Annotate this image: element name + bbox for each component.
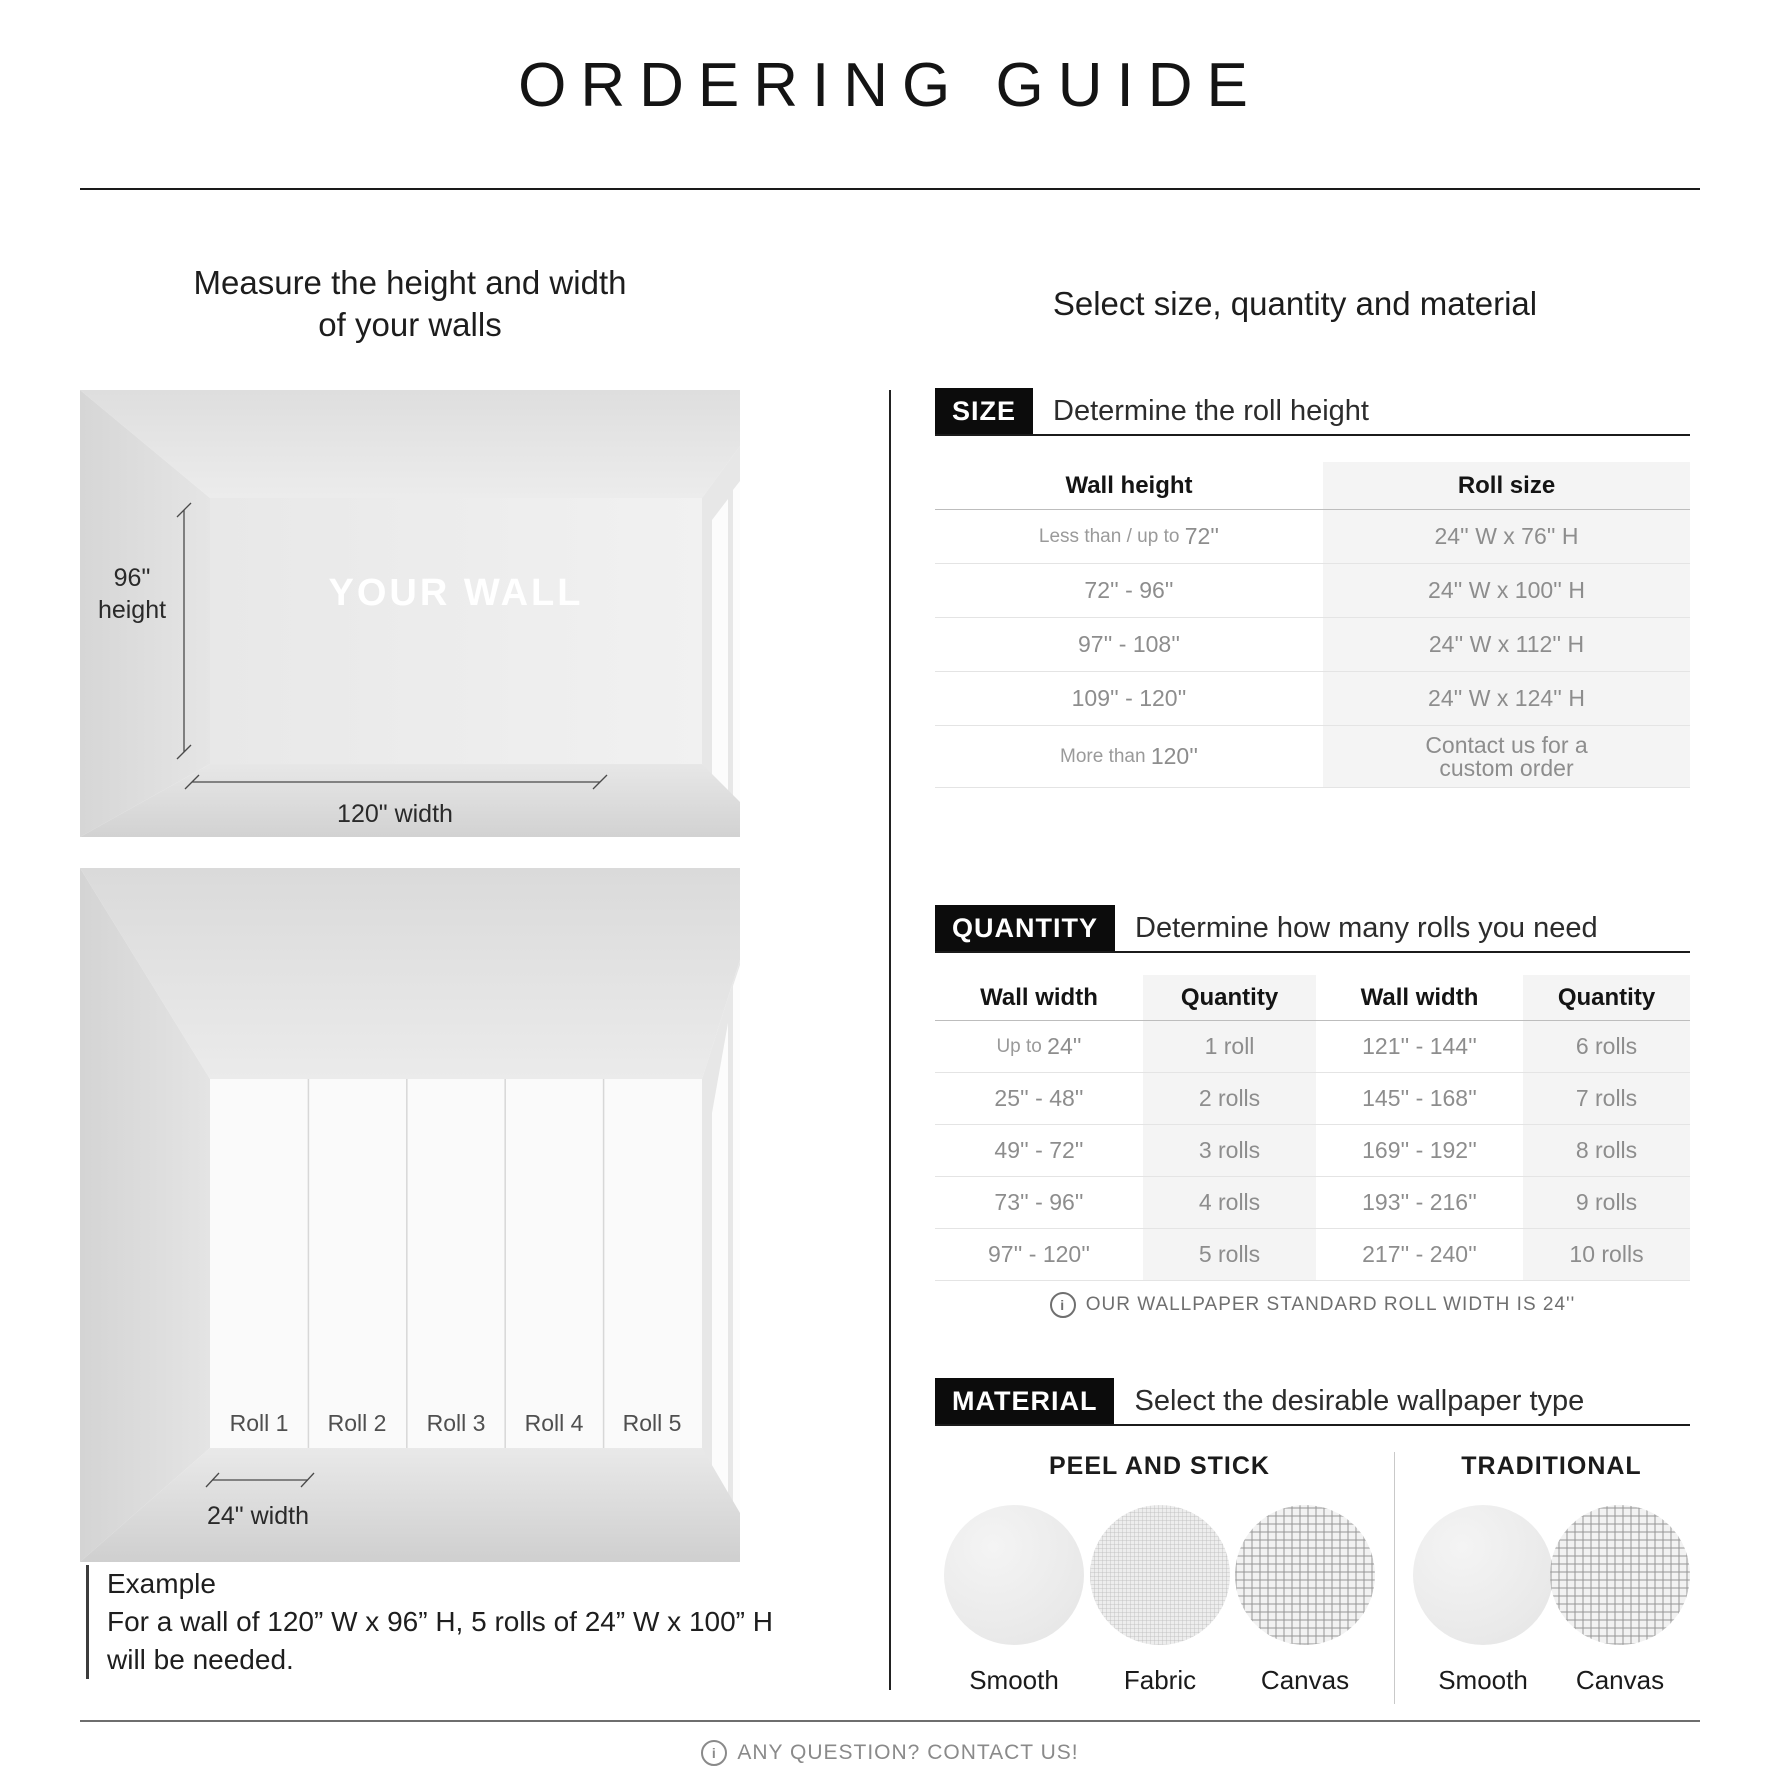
swatch-label: Fabric [1123, 1665, 1197, 1695]
qty-cell: 7 rolls [1523, 1073, 1690, 1125]
swatch-peel-fabric [1085, 1505, 1235, 1696]
qty-cell: 25'' - 48'' [935, 1073, 1143, 1125]
size-row-wall: More than 120'' [935, 726, 1323, 788]
canvas-texture-circle [1550, 1505, 1690, 1645]
size-col-roll-size: Roll size [1323, 462, 1690, 510]
swatch-traditional-canvas [1545, 1505, 1695, 1696]
room1-window-pane-2 [733, 481, 740, 831]
swatch-peel-canvas [1230, 1505, 1380, 1696]
qty-cell: 193'' - 216'' [1316, 1177, 1523, 1229]
smooth-texture-circle [944, 1505, 1084, 1645]
swatch-label: Canvas [1575, 1665, 1665, 1695]
roll-1-label: Roll 1 [229, 1410, 289, 1436]
footer-divider-line [80, 1720, 1700, 1722]
roll-5-label: Roll 5 [622, 1410, 682, 1436]
qty-cell: 6 rolls [1523, 1021, 1690, 1073]
material-group-divider [1394, 1452, 1395, 1704]
roll-3-label: Roll 3 [426, 1410, 486, 1436]
room1-your-wall-label: YOUR WALL [328, 572, 584, 614]
quantity-section-header [935, 905, 1690, 953]
quantity-section-title: Determine how many rolls you need [1135, 911, 1598, 944]
swatch-label: Smooth [1438, 1665, 1528, 1695]
material-section-title: Select the desirable wallpaper type [1134, 1384, 1585, 1417]
qty-cell: Up to 24'' [935, 1021, 1143, 1073]
qty-cell: 169'' - 192'' [1316, 1125, 1523, 1177]
room-illustration-measure [80, 390, 740, 837]
roll-width-note-text: OUR WALLPAPER STANDARD ROLL WIDTH IS 24'' [1085, 1294, 1576, 1315]
left-column-heading [80, 262, 740, 346]
footer-note-text: ANY QUESTION? CONTACT US! [737, 1741, 1079, 1764]
room-illustration-rolls [80, 868, 740, 1562]
qty-cell: 4 rolls [1143, 1177, 1316, 1229]
room1-height-word-label: height [97, 596, 167, 624]
left-heading-line1: Measure the height and width [193, 264, 627, 301]
right-column-heading: Select size, quantity and material [1052, 285, 1538, 322]
qty-cell: 9 rolls [1523, 1177, 1690, 1229]
size-section-title: Determine the roll height [1053, 394, 1369, 427]
swatch-traditional-smooth [1408, 1505, 1558, 1696]
room1-window-pane [712, 499, 728, 821]
roll-2-label: Roll 2 [327, 1410, 387, 1436]
smooth-texture-circle [1413, 1505, 1553, 1645]
qty-col-wall-width-1: Wall width [935, 975, 1143, 1021]
qty-cell: 217'' - 240'' [1316, 1229, 1523, 1281]
size-row-roll-custom: Contact us for a custom order [1323, 726, 1690, 788]
room2-width-label: 24" width [207, 1502, 309, 1530]
room1-width-label: 120" width [337, 800, 453, 828]
qty-col-quantity-1: Quantity [1143, 975, 1316, 1021]
example-line1: For a wall of 120” W x 96” H, 5 rolls of 24” W x 100” H [107, 1606, 773, 1637]
info-icon [701, 1740, 727, 1766]
material-section-header [935, 1378, 1690, 1426]
size-row-wall: Less than / up to 72'' [935, 510, 1323, 564]
qty-cell: 10 rolls [1523, 1229, 1690, 1281]
fabric-texture-circle [1090, 1505, 1230, 1645]
swatch-peel-smooth [939, 1505, 1089, 1696]
roll-width-note [935, 1292, 1690, 1318]
size-row-roll: 24'' W x 112'' H [1323, 618, 1690, 672]
page-title: ORDERING GUIDE [518, 51, 1262, 120]
size-row-wall: 72'' - 96'' [935, 564, 1323, 618]
info-icon [1050, 1292, 1076, 1318]
qty-cell: 145'' - 168'' [1316, 1073, 1523, 1125]
size-row-roll: 24'' W x 100'' H [1323, 564, 1690, 618]
quantity-badge: QUANTITY [935, 905, 1115, 951]
room1-back-wall [210, 498, 702, 764]
peel-and-stick-group-title: PEEL AND STICK [1049, 1452, 1270, 1480]
qty-cell: 97'' - 120'' [935, 1229, 1143, 1281]
example-title: Example [107, 1568, 216, 1599]
room1-height-value-label: 96" [113, 564, 151, 592]
qty-cell: 3 rolls [1143, 1125, 1316, 1177]
material-badge: MATERIAL [935, 1378, 1114, 1424]
roll-4-label: Roll 4 [524, 1410, 584, 1436]
quantity-table [935, 975, 1690, 1281]
example-block [86, 1565, 773, 1679]
size-row-roll: 24'' W x 124'' H [1323, 672, 1690, 726]
center-divider-line [889, 390, 891, 1690]
example-line2: will be needed. [107, 1644, 294, 1675]
size-col-wall-height: Wall height [935, 462, 1323, 510]
size-row-wall: 97'' - 108'' [935, 618, 1323, 672]
swatch-label: Smooth [969, 1665, 1059, 1695]
qty-cell: 121'' - 144'' [1316, 1021, 1523, 1073]
size-table [935, 462, 1690, 788]
room2-window-pane-2 [733, 965, 740, 1552]
qty-cell: 1 roll [1143, 1021, 1316, 1073]
size-row-roll: 24'' W x 76'' H [1323, 510, 1690, 564]
qty-cell: 49'' - 72'' [935, 1125, 1143, 1177]
qty-col-wall-width-2: Wall width [1316, 975, 1523, 1021]
qty-cell: 2 rolls [1143, 1073, 1316, 1125]
size-row-wall: 109'' - 120'' [935, 672, 1323, 726]
traditional-group-title: TRADITIONAL [1461, 1452, 1642, 1480]
top-divider-line [80, 188, 1700, 190]
room2-wallpapered-wall [210, 1079, 702, 1448]
footer [0, 1740, 1780, 1766]
qty-col-quantity-2: Quantity [1523, 975, 1690, 1021]
size-badge: SIZE [935, 388, 1033, 434]
canvas-texture-circle [1235, 1505, 1375, 1645]
size-section-header [935, 388, 1690, 436]
qty-cell: 5 rolls [1143, 1229, 1316, 1281]
qty-cell: 73'' - 96'' [935, 1177, 1143, 1229]
qty-cell: 8 rolls [1523, 1125, 1690, 1177]
left-heading-line2: of your walls [318, 306, 502, 343]
swatch-label: Canvas [1260, 1665, 1350, 1695]
